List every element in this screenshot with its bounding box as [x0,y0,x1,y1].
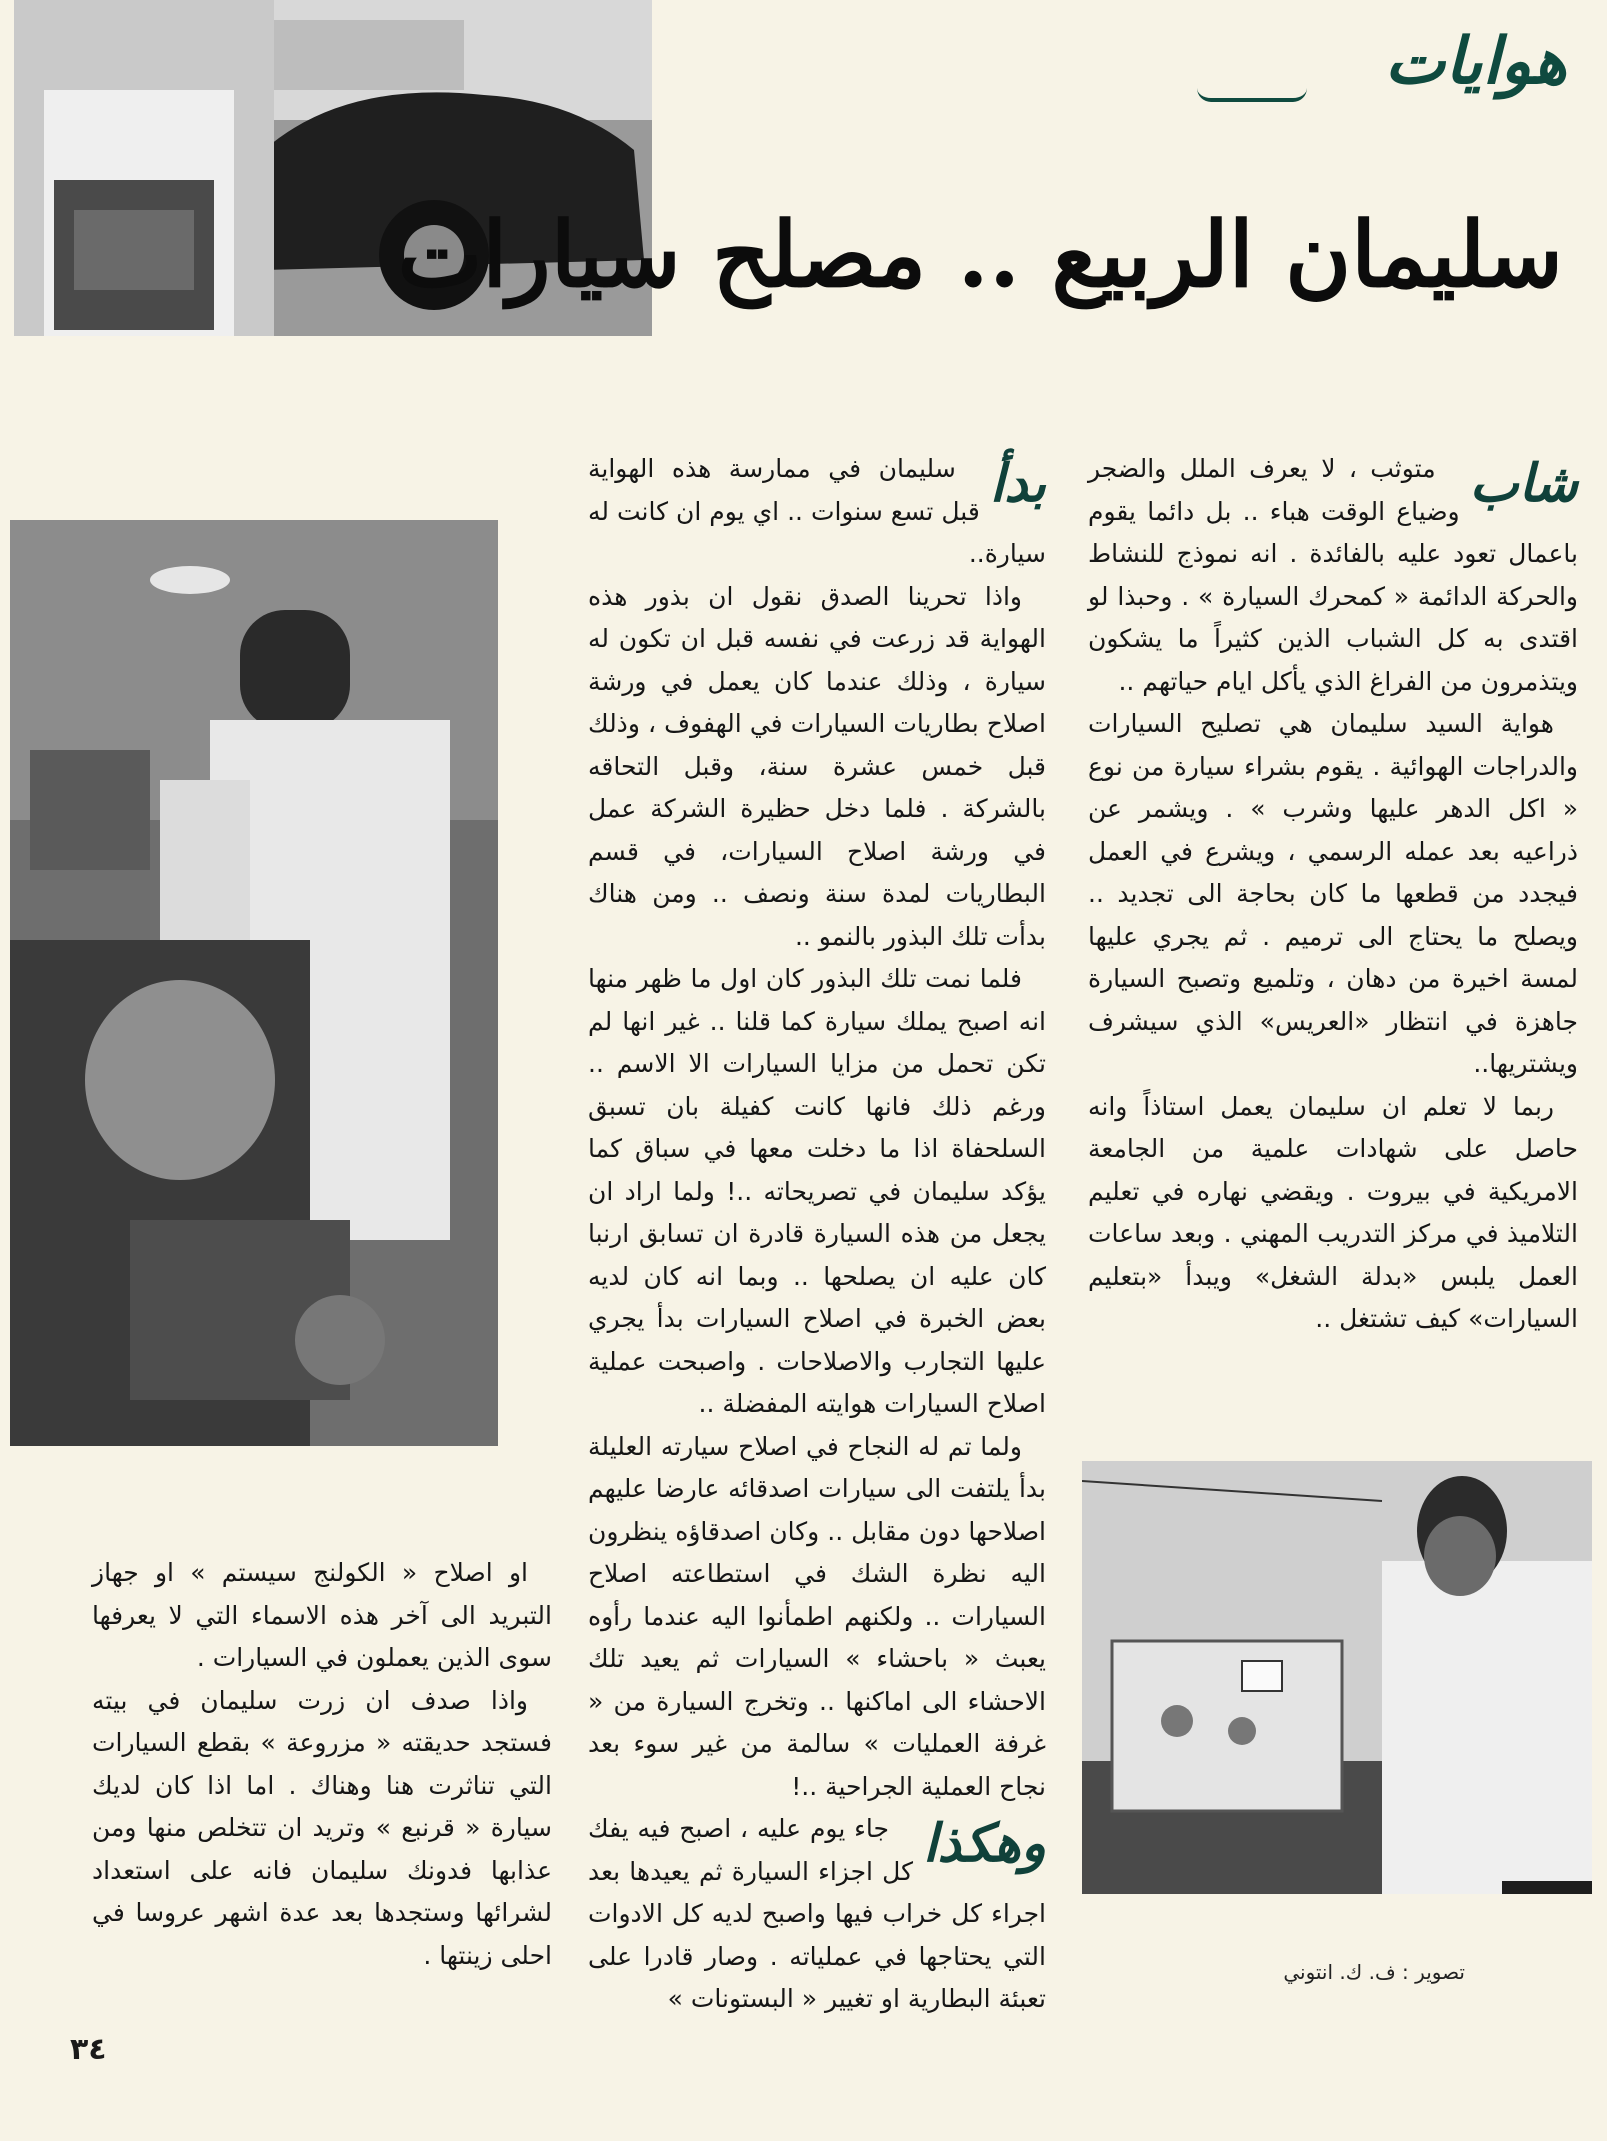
photo-credit: تصوير : ف. ك. انتوني [1283,1960,1465,1984]
paragraph: او اصلاح « الكولنج سيستم » او جهاز التبريد الى آخر هذه الاسماء التي لا يعرفها سوى الذين يعملون في السيارات . [92,1558,552,1672]
page-title: سليمان الربيع .. مصلح سيارات [397,202,1563,308]
dropcap-right: شاب [1469,453,1578,514]
paragraph: ولما تم له النجاح في اصلاح سيارته العليلة بدأ يلتفت الى سيارات اصدقائه عارضا عليهم اصلاحها دون مقابل .. وكان اصدقاؤه ينظرون اليه نظرة الشك في استطاعته اصلاح السيارات .. ولكنهم اطمأنوا اليه عندما رأوه يعبث « باحشاء » السيارات ثم يعيد تلك الاحشاء الى اماكنها .. وتخرج السيارة من « غرفة العمليات » سالمة من غير سوء بعد نجاح العملية الجراحية ..! [588,1431,1046,1801]
paragraph: هواية السيد سليمان هي تصليح السيارات والدراجات الهوائية . يقوم بشراء سيارة من نوع « اكل الدهر عليها وشرب » . ويشمر عن ذراعيه بعد عمله الرسمي ، ويشرع في العمل فيجدد من قطعها ما كان بحاجة الى تجديد .. ويصلح ما يحتاج الى ترميم . ثم يجري عليها لمسة اخيرة من دهان ، وتلميع وتصبح السيارة جاهزة في انتظار «العريس» الذي سيشرف ويشتريها.. [1088,709,1578,1078]
dropcap-middle-1: بدأ [989,453,1046,514]
dropcap-middle-2: وهكذا [923,1813,1046,1874]
header-swash [1197,88,1307,102]
text-column-right [1088,448,1578,1341]
section-header: هوايات [1384,24,1567,99]
photo-middle [10,520,498,1446]
paragraph: جاء يوم عليه ، اصبح فيه يفك كل اجزاء السيارة ثم يعيدها بعد اجراء كل خراب فيها واصبح لديه كل الادوات التي يحتاجها في عملياته . وصار قادرا على تعبئة البطارية او تغيير « البستونات » [588,1814,1046,2013]
page-number: ٣٤ [70,2032,107,2067]
paragraph: ربما لا تعلم ان سليمان يعمل استاذاً وانه حاصل على شهادات علمية من الجامعة الامريكية في بيروت . ويقضي نهاره في تعليم التلاميذ في مركز التدريب المهني . وبعد ساعات العمل يلبس «بدلة الشغل» ويبدأ «بتعليم السيارات» كيف تشتغل .. [1088,1091,1578,1333]
text-column-middle [588,448,1046,2021]
photo-middle-drawing [10,520,498,1446]
paragraph: واذا تحرينا الصدق نقول ان بذور هذه الهواية قد زرعت في نفسه قبل ان تكون له سيارة ، وذلك عندما كان يعمل في ورشة اصلاح بطاريات السيارات في الهفوف ، وذلك قبل خمس عشرة سنة، وقبل التحاقه بالشركة . فلما دخل حظيرة الشركة عمل في ورشة اصلاح السيارات، في قسم البطاريات لمدة سنة ونصف .. ومن هناك بدأت تلك البذور بالنمو .. [588,581,1046,951]
photo-bottom-drawing [1082,1461,1592,1894]
paragraph: واذا صدف ان زرت سليمان في بيته فستجد حديقته « مزروعة » بقطع السيارات التي تناثرت هنا وهناك . اما اذا كان لديك سيارة « قرنبع » وتريد ان تتخلص منها ومن عذابها فدونك سليمان فانه على استعداد لشرائها وستجدها بعد عدة اشهر عروسا في احلى زينتها . [92,1685,552,1970]
text-column-left [92,1552,552,1977]
paragraph: فلما نمت تلك البذور كان اول ما ظهر منها انه اصبح يملك سيارة كما قلنا .. غير انها لم تكن تحمل من مزايا السيارات الا الاسم .. ورغم ذلك فانها كانت كفيلة بان تسبق السلحفاة اذا ما دخلت معها في سباق كما يؤكد سليمان في تصريحاته ..! ولما اراد ان يجعل من هذه السيارة قادرة ان تسابق ارنبا كان عليه ان يصلحها .. وبما انه كان لديه بعض الخبرة في اصلاح السيارات بدأ يجري عليها التجارب والاصلاحات . واصبحت عملية اصلاح السيارات هوايته المفضلة .. [588,964,1046,1418]
photo-bottom [1082,1461,1592,1894]
paragraph: متوثب ، لا يعرف الملل والضجر وضياع الوقت هباء .. بل دائما يقوم باعمال تعود عليه بالفائدة . انه نموذج للنشاط والحركة الدائمة « كمحرك السيارة » . وحبذا لو اقتدى به كل الشباب الذين كثيراً ما يشكون ويتذمرون من الفراغ الذي يأكل ايام حياتهم .. [1088,454,1578,696]
paragraph: سليمان في ممارسة هذه الهواية قبل تسع سنوات .. اي يوم ان كانت له سيارة.. [588,454,1046,568]
